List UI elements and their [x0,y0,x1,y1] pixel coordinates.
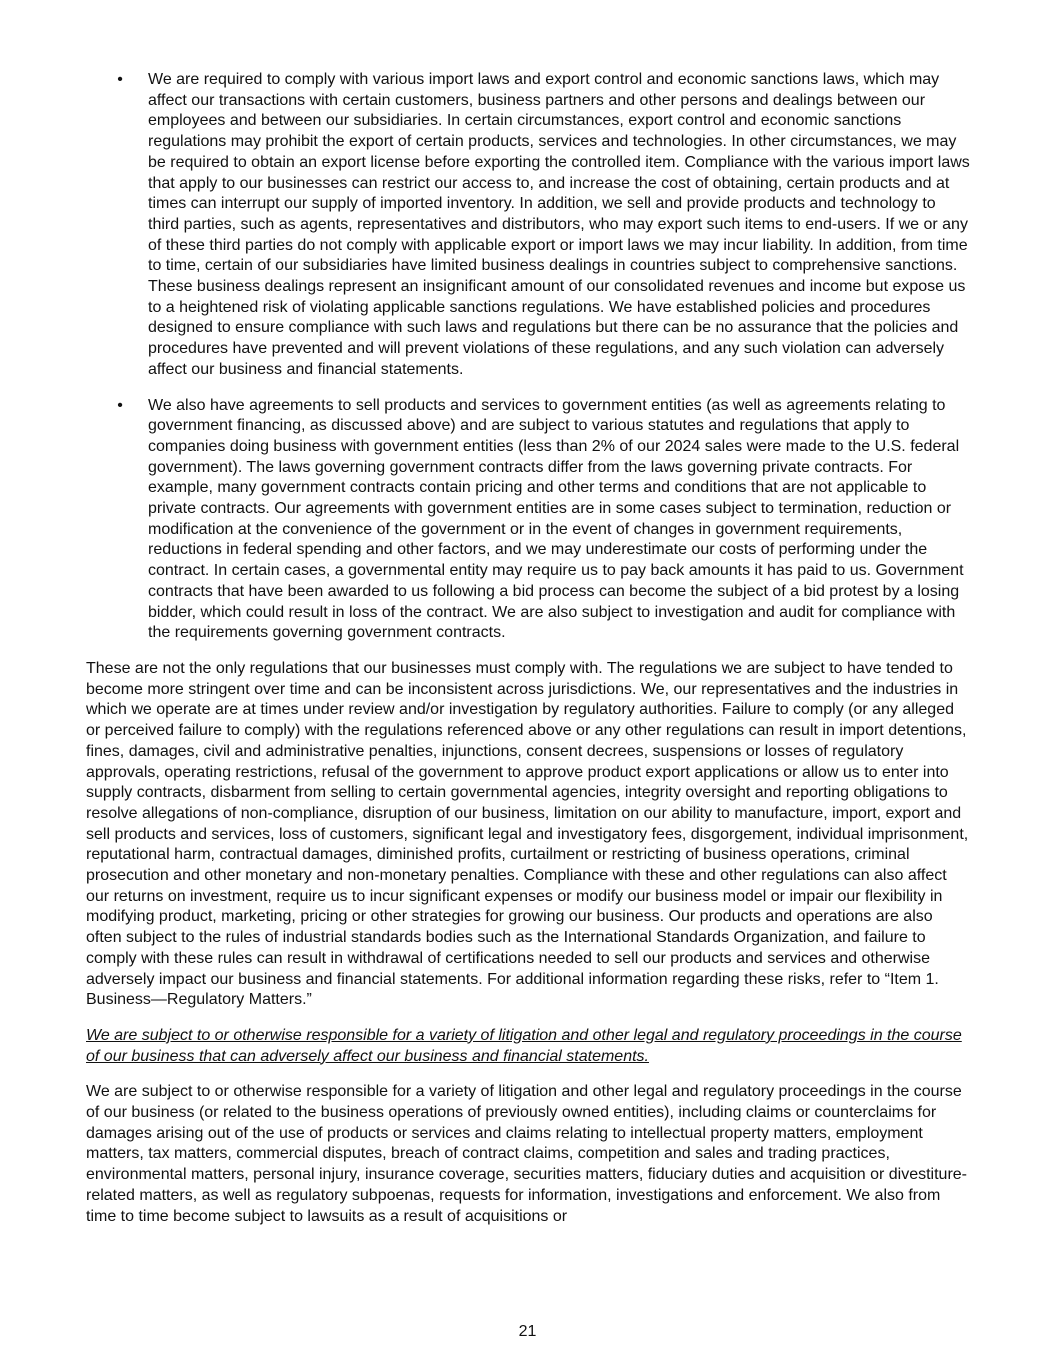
litigation-risk-heading: We are subject to or otherwise responsible for a variety of litigation and other legal and regulatory proceedings in the course of our business that can adversely affect our business and financial statements. [86,1026,962,1065]
document-page [86,70,970,1242]
bullet-marker: • [117,71,123,88]
bullet-text: We also have agreements to sell products and services to government entities (as well as agreements relating to government financing, as discussed above) and are subject to various statutes and regulations that apply to companies doing business with government entities (less than 2% of our 2024 sales were made to the U.S. federal government). The laws governing government contracts differ from the laws governing private contracts. For example, many government contracts contain pricing and other terms and conditions that are not applicable to private contracts. Our agreements with government entities are in some cases subject to termination, reduction or modification at the convenience of the government or in the event of changes in government requirements, reductions in federal spending and other factors, and we may underestimate our costs of performing under the contract. In certain cases, a governmental entity may require us to pay back amounts it has paid to us. Government contracts that have been awarded to us following a bid process can become the subject of a bid protest by a losing bidder, which could result in loss of the contract. We are also subject to investigation and audit for compliance with the requirements governing government contracts. [148,396,964,642]
bullet-import-export-laws [86,70,970,381]
bullet-text: We are required to comply with various import laws and export control and economic sanctions laws, which may affect our transactions with certain customers, business partners and other persons and dealings between our employees and between our subsidiaries. In certain circumstances, export control and economic sanctions regulations may prohibit the export of certain products, services and technologies. In other circumstances, we may be required to obtain an export license before exporting the controlled item. Compliance with the various import laws that apply to our businesses can restrict our access to, and increase the cost of obtaining, certain products and at times can interrupt our supply of imported inventory. In addition, we sell and provide products and technology to third parties, such as agents, representatives and distributors, who may export such items to end-users. If we or any of these third parties do not comply with applicable export or import laws we may incur liability. In addition, from time to time, certain of our subsidiaries have limited business dealings in countries subject to comprehensive sanctions. These business dealings represent an insignificant amount of our consolidated revenues and income but expose us to a heightened risk of violating applicable sanctions regulations. We have established policies and procedures designed to ensure compliance with such laws and regulations but there can be no assurance that the policies and procedures have prevented and will prevent violations of these regulations, and any such violation can adversely affect our business and financial statements. [148,71,970,378]
page-number: 21 [518,1323,537,1340]
bullet-government-contracts [86,396,970,644]
bullet-marker: • [117,396,123,414]
litigation-paragraph: We are subject to or otherwise responsible for a variety of litigation and other legal and regulatory proceedings in the course of our business (or related to the business operations of previously owned entities), including claims or counterclaims for damages arising out of the use of products or services and claims relating to intellectual property matters, employment matters, tax matters, commercial disputes, breach of contract claims, competition and sales and trading practices, environmental matters, personal injury, insurance coverage, securities matters, fiduciary duties and acquisition or divestiture-related matters, as well as regulatory subpoenas, requests for information, investigations and enforcement. We also from time to time become subject to lawsuits as a result of acquisitions or [86,1083,967,1225]
regulations-paragraph: These are not the only regulations that our businesses must comply with. The regulations we are subject to have tended to become more stringent over time and can be inconsistent across jurisdictions. We, our representatives and the industries in which we operate are at times under review and/or investigation by regulatory authorities. Failure to comply (or any alleged or perceived failure to comply) with the regulations referenced above or any other regulations can result in import detentions, fines, damages, civil and administrative penalties, injunctions, consent decrees, suspensions or losses of regulatory approvals, operating restrictions, refusal of the government to approve product export applications or allow us to enter into supply contracts, disbarment from selling to certain governmental agencies, integrity oversight and reporting obligations to resolve allegations of non-compliance, disruption of our business, limitation on our ability to manufacture, import, export and sell products and services, loss of customers, significant legal and investigatory fees, disgorgement, individual imprisonment, reputational harm, contractual damages, diminished profits, curtailment or restricting of business operations, criminal prosecution and other monetary and non-monetary penalties. Compliance with these and other regulations can also affect our returns on investment, require us to incur significant expenses or modify our business model or impair our flexibility in modifying product, marketing, pricing or other strategies for growing our business. Our products and operations are also often subject to the rules of industrial standards bodies such as the International Standards Organization, and failure to comply with these rules can result in withdrawal of certifications needed to sell our products and services and otherwise adversely impact our business and financial statements. For additional information regarding these risks, refer to “Item 1. Business—Regulatory Matters.” [86,659,969,1009]
